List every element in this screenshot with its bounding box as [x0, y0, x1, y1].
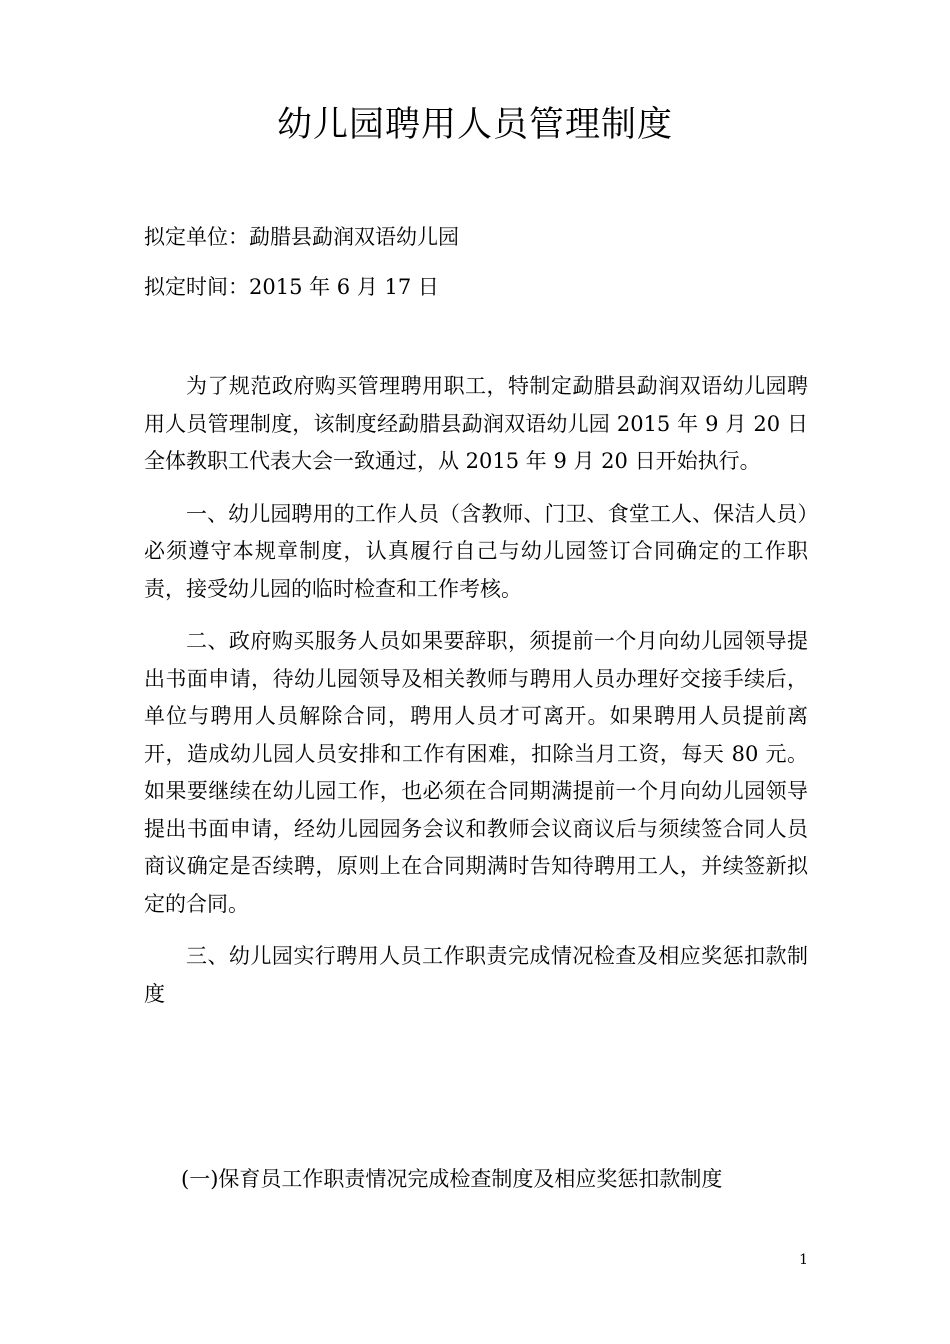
- subsection-heading: (一)保育员工作职责情况完成检查制度及相应奖惩扣款制度: [181, 1167, 723, 1191]
- paragraph-section-2: 二、政府购买服务人员如果要辞职，须提前一个月向幼儿园领导提出书面申请，待幼儿园领导及相关教师与聘用人员办理好交接手续后，单位与聘用人员解除合同，聘用人员才可离开。如果聘用人员提前离开，造成幼儿园人员安排和工作有困难，扣除当月工资，每天 80 元。如果要继续在幼儿园工作，也必须在合同期满提前一个月向幼儿园领导提出书面申请，经幼儿园园务会议和教师会议商议后与须续签合同人员商议确定是否续聘，原则上在合同期满时告知待聘用工人，并续签新拟定的合同。: [144, 629, 808, 916]
- paragraph-section-3: 三、幼儿园实行聘用人员工作职责完成情况检查及相应奖惩扣款制度: [144, 944, 808, 1006]
- document-title: 幼儿园聘用人员管理制度: [276, 105, 673, 145]
- drafting-date: 拟定时间：2015 年 6 月 17 日: [144, 275, 439, 299]
- page-number: 1: [799, 1252, 808, 1268]
- document-body: [144, 368, 808, 1013]
- drafting-unit: 拟定单位：勐腊县勐润双语幼儿园: [144, 225, 459, 249]
- paragraph-intro: 为了规范政府购买管理聘用职工，特制定勐腊县勐润双语幼儿园聘用人员管理制度，该制度经勐腊县勐润双语幼儿园 2015 年 9 月 20 日全体教职工代表大会一致通过，从 2015 年 9 月 20 日开始执行。: [144, 374, 808, 473]
- paragraph-section-1: 一、幼儿园聘用的工作人员（含教师、门卫、食堂工人、保洁人员）必须遵守本规章制度，认真履行自己与幼儿园签订合同确定的工作职责，接受幼儿园的临时检查和工作考核。: [144, 501, 808, 601]
